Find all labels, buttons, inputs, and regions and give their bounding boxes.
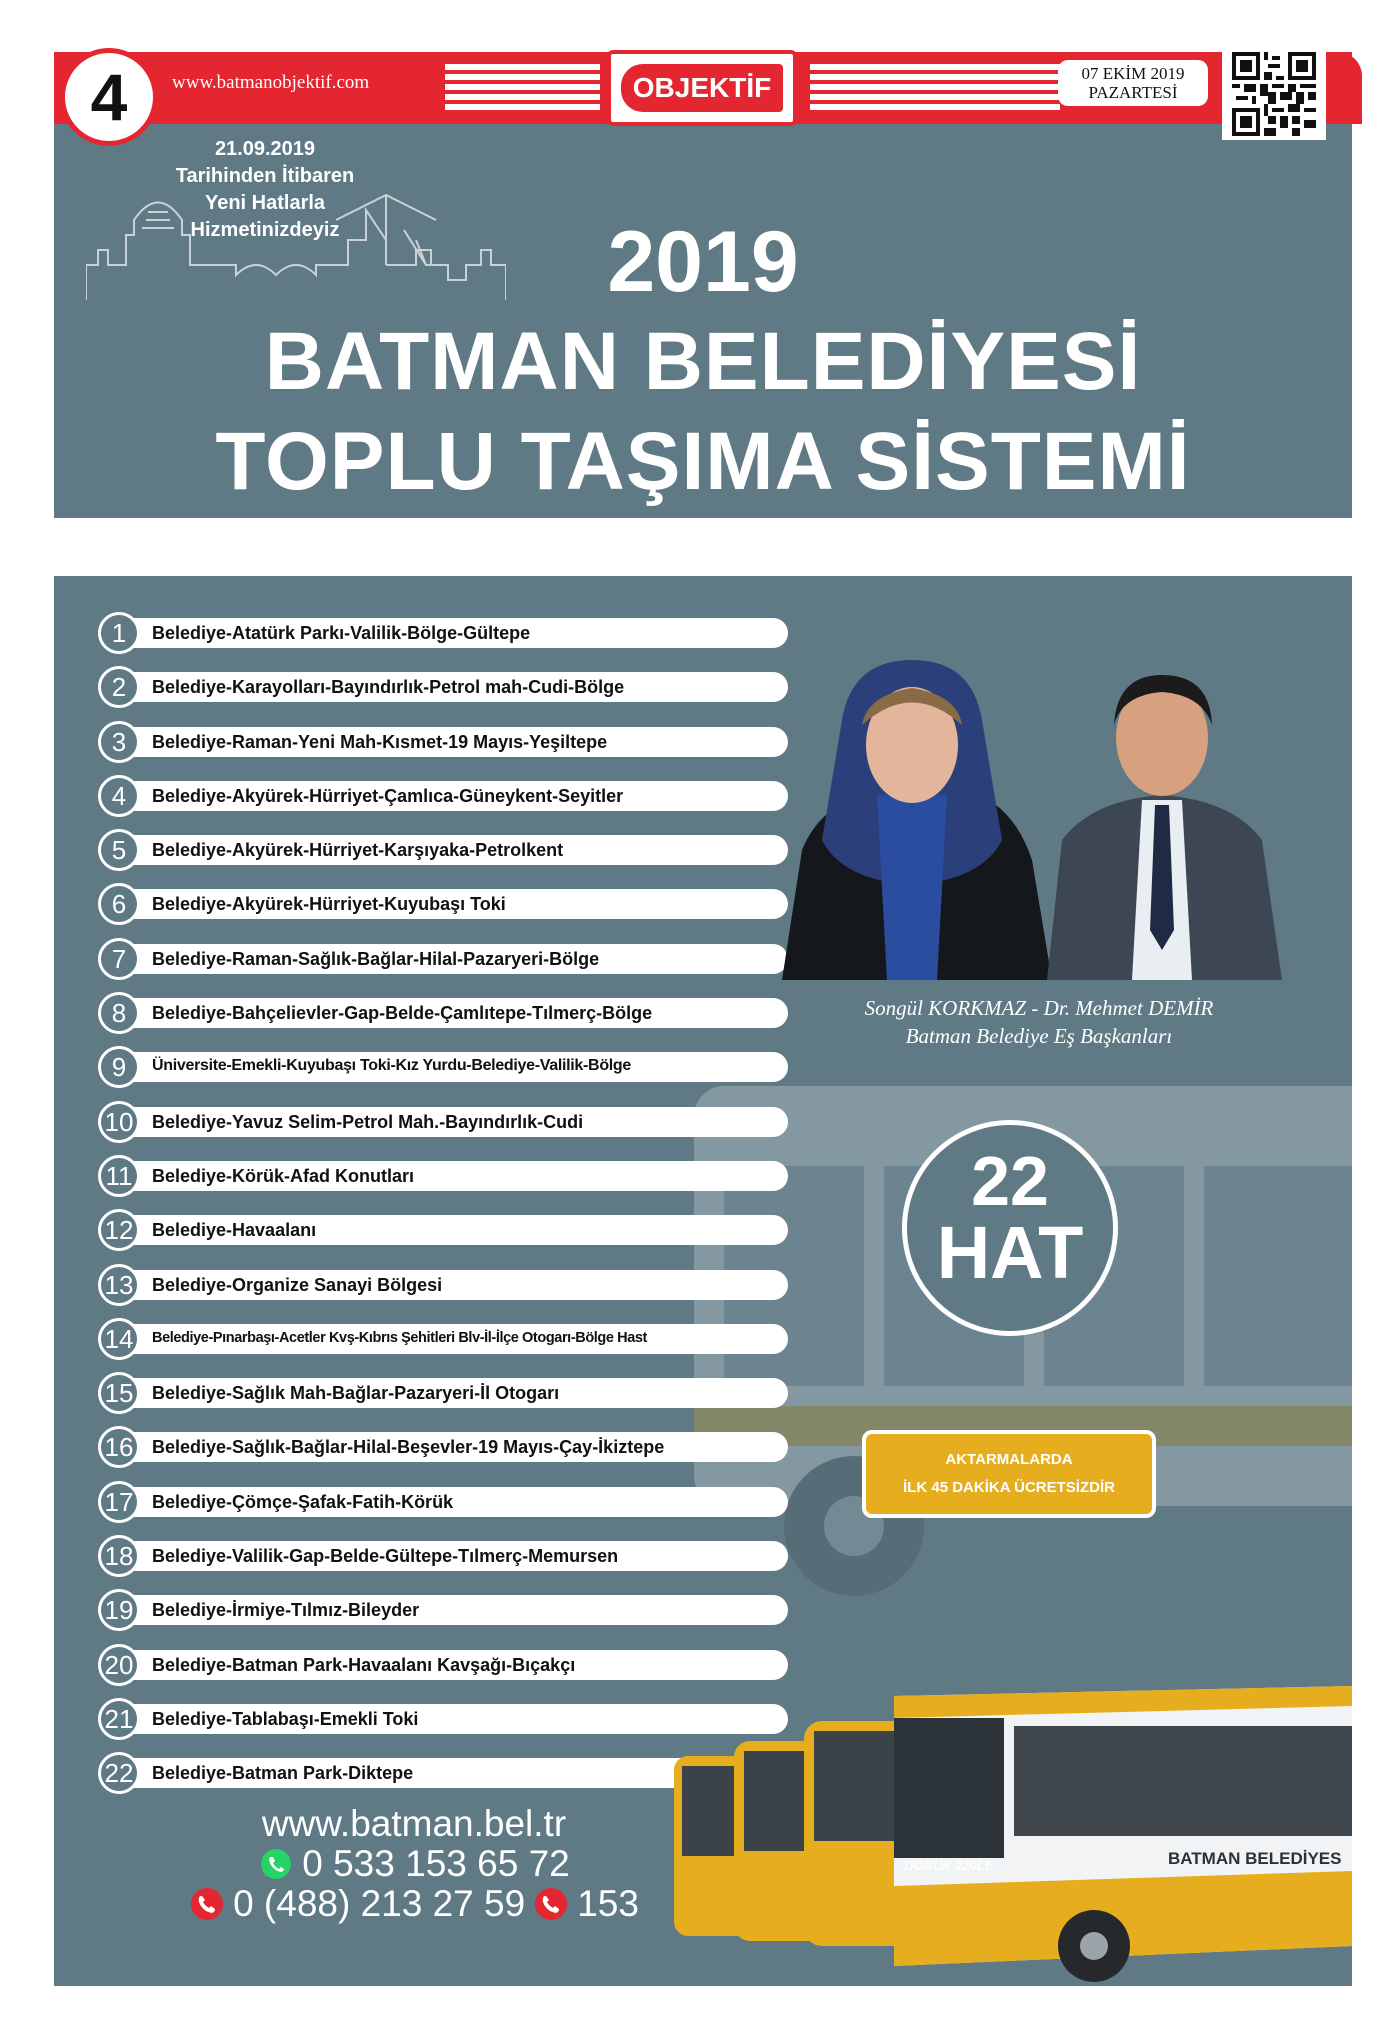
list-item: [98, 1044, 808, 1098]
route-label: Belediye-Karayolları-Bayındırlık-Petrol mah-Cudi-Bölge: [152, 677, 625, 698]
phone-icon: [533, 1886, 569, 1922]
route-number: 10: [98, 1101, 140, 1143]
page-number: 4: [60, 48, 158, 146]
phone-number[interactable]: 0 (488) 213 27 59: [233, 1883, 526, 1924]
route-label: Belediye-Organize Sanayi Bölgesi: [152, 1274, 443, 1295]
route-number: 11: [98, 1155, 140, 1197]
qr-code-icon: [1222, 48, 1326, 140]
route-label: Belediye-Raman-Sağlık-Bağlar-Hilal-Pazaryeri-Bölge: [152, 948, 600, 969]
route-label: Belediye-Raman-Yeni Mah-Kısmet-19 Mayıs-Yeşiltepe: [152, 731, 608, 752]
route-number: 13: [98, 1264, 140, 1306]
route-list: [98, 610, 808, 1805]
list-item: [98, 1424, 808, 1478]
whatsapp-row: [154, 1844, 674, 1884]
list-item: [98, 1533, 808, 1587]
list-item: [98, 719, 808, 773]
service-start-line: Tarihinden İtibaren: [175, 165, 355, 187]
phone-icon: [189, 1886, 225, 1922]
route-number: 3: [98, 721, 140, 763]
contact-info: [154, 1804, 674, 1924]
route-label: Belediye-Bahçelievler-Gap-Belde-Çamlıtepe-Tılmerç-Bölge: [152, 1003, 653, 1024]
line-count-badge: [902, 1120, 1118, 1336]
route-label: Belediye-İrmiye-Tılmız-Bileyder: [152, 1600, 420, 1621]
route-number: 22: [98, 1752, 140, 1794]
route-label: Belediye-Batman Park-Diktepe: [152, 1763, 414, 1784]
service-start-date: 21.09.2019: [214, 138, 316, 160]
route-number: 20: [98, 1644, 140, 1686]
list-item: [98, 1587, 808, 1641]
list-item: [98, 1479, 808, 1533]
service-start-line: Hizmetinizdeyiz: [190, 219, 340, 241]
route-label: Belediye-Havaalanı: [152, 1220, 317, 1241]
route-label: Üniversite-Emekli-Kuyubaşı Toki-Kız Yurdu-Belediye-Valilik-Bölge: [152, 1057, 632, 1075]
header-stripes-right: [810, 64, 1060, 110]
bus-model-label: DORUK 220LE: [904, 1858, 994, 1873]
service-start-line: Yeni Hatlarla: [204, 192, 326, 214]
free-transfer-line-2: İLK 45 DAKİKA ÜCRETSİZDİR: [903, 1479, 1115, 1496]
route-label: Belediye-Batman Park-Havaalanı Kavşağı-Bıçakçı: [152, 1654, 576, 1675]
title-line-2: TOPLU TAŞIMA SİSTEMİ: [215, 416, 1191, 507]
route-number: 5: [98, 829, 140, 871]
list-item: [98, 1262, 808, 1316]
route-number: 18: [98, 1535, 140, 1577]
page-title: [54, 212, 1352, 512]
co-mayors-photo: [762, 650, 1310, 980]
issue-date: [1058, 60, 1208, 106]
route-number: 19: [98, 1589, 140, 1631]
route-label: Belediye-Pınarbaşı-Acetler Kvş-Kıbrıs Şehitleri Blv-İl-İlçe Otogarı-Bölge Hast: [152, 1329, 647, 1346]
free-transfer-notice: [862, 1430, 1156, 1518]
phone-row: [154, 1884, 674, 1924]
list-item: [98, 990, 808, 1044]
list-item: [98, 1207, 808, 1261]
logo-text: OBJEKTİF: [632, 72, 772, 103]
route-label: Belediye-Çömçe-Şafak-Fatih-Körük: [152, 1491, 454, 1512]
photo-caption: [784, 994, 1294, 1050]
objektif-logo: [607, 50, 797, 126]
list-item: [98, 936, 808, 990]
route-number: 7: [98, 938, 140, 980]
route-number: 4: [98, 775, 140, 817]
line-count-word: HAT: [936, 1211, 1084, 1294]
free-transfer-line-1: AKTARMALARDA: [945, 1451, 1073, 1468]
list-item: [98, 881, 808, 935]
route-label: Belediye-Akyürek-Hürriyet-Karşıyaka-Petrolkent: [152, 840, 564, 861]
route-label: Belediye-Körük-Afad Konutları: [152, 1165, 415, 1186]
route-label: Belediye-Sağlık Mah-Bağlar-Pazaryeri-İl Otogarı: [152, 1383, 560, 1404]
routes-panel: [54, 576, 1352, 1986]
route-number: 12: [98, 1209, 140, 1251]
header-stripes-left: [445, 64, 600, 110]
whatsapp-number[interactable]: 0 533 153 65 72: [302, 1843, 570, 1884]
route-number: 15: [98, 1372, 140, 1414]
website-link[interactable]: www.batman.bel.tr: [261, 1803, 567, 1844]
route-label: Belediye-Akyürek-Hürriyet-Çamlıca-Güneykent-Seyitler: [152, 785, 624, 806]
route-label: Belediye-Sağlık-Bağlar-Hilal-Beşevler-19 Mayıs-Çay-İkiztepe: [152, 1437, 665, 1458]
co-mayor-title: Batman Belediye Eş Başkanları: [905, 1024, 1173, 1048]
bus-company-label: BATMAN BELEDİYES: [1168, 1849, 1342, 1868]
route-label: Belediye-Akyürek-Hürriyet-Kuyubaşı Toki: [152, 894, 506, 915]
route-number: 6: [98, 883, 140, 925]
list-item: [98, 1370, 808, 1424]
route-label: Belediye-Atatürk Parkı-Valilik-Bölge-Gültepe: [152, 623, 531, 643]
line-count-number: 22: [971, 1142, 1049, 1220]
list-item: [98, 773, 808, 827]
date-line: 07 EKİM 2019: [1081, 64, 1185, 83]
route-number: 2: [98, 666, 140, 708]
title-year: 2019: [607, 214, 799, 310]
bus-fleet-illustration: [654, 1646, 1352, 1986]
route-number: 16: [98, 1426, 140, 1468]
route-label: Belediye-Tablabaşı-Emekli Toki: [152, 1708, 419, 1729]
site-url[interactable]: www.batmanobjektif.com: [172, 72, 370, 93]
route-label: Belediye-Valilik-Gap-Belde-Gültepe-Tılmerç-Memursen: [152, 1546, 619, 1567]
route-number: 21: [98, 1698, 140, 1740]
co-mayor-names: Songül KORKMAZ - Dr. Mehmet DEMİR: [864, 996, 1214, 1020]
route-number: 14: [98, 1318, 140, 1360]
route-number: 8: [98, 992, 140, 1034]
list-item: [98, 827, 808, 881]
list-item: [98, 1316, 808, 1370]
route-label: Belediye-Yavuz Selim-Petrol Mah.-Bayındırlık-Cudi: [152, 1111, 584, 1132]
title-line-1: BATMAN BELEDİYESİ: [264, 316, 1142, 407]
list-item: [98, 1153, 808, 1207]
whatsapp-icon: [258, 1846, 294, 1882]
route-number: 1: [98, 612, 140, 654]
list-item: [98, 610, 808, 664]
weekday-line: PAZARTESİ: [1088, 83, 1178, 102]
route-number: 9: [98, 1046, 140, 1088]
list-item: [98, 1099, 808, 1153]
short-line-number[interactable]: 153: [577, 1883, 639, 1924]
route-number: 17: [98, 1481, 140, 1523]
list-item: [98, 664, 808, 718]
